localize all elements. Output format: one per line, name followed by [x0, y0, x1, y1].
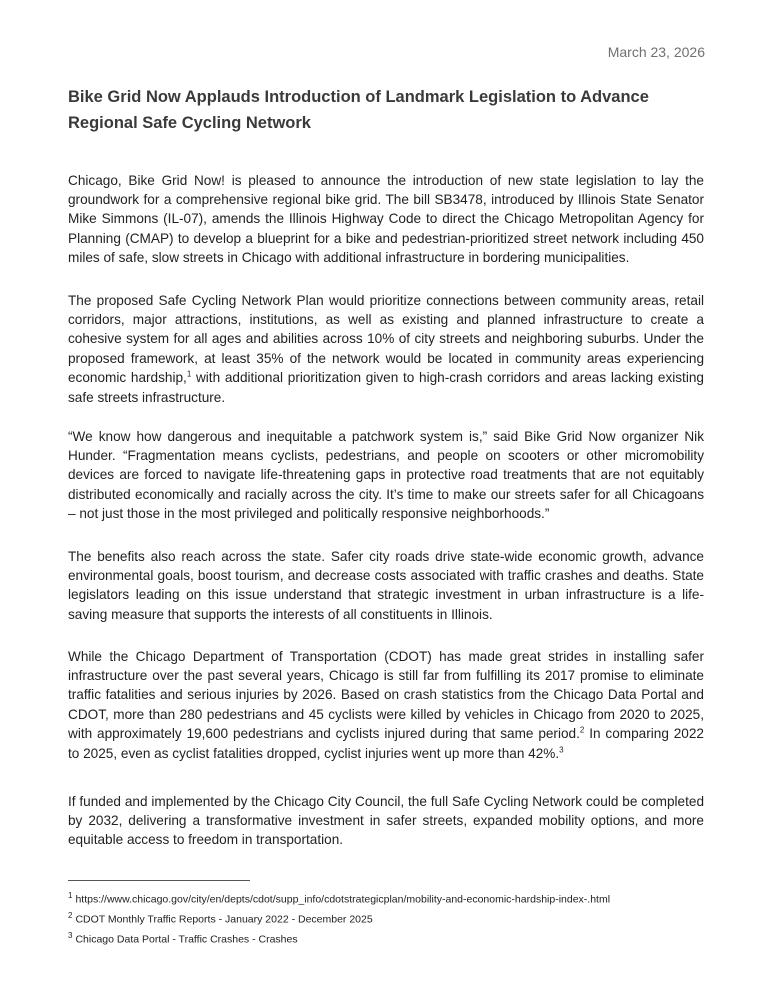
footnote-number: 1	[68, 891, 73, 900]
paragraph-benefits: The benefits also reach across the state. Safer city roads drive state-wide economic growth, advance environmental goals, boost tourism, and decrease costs associated with traffic crashes and deaths. State legislators leading on this issue understand that strategic investment in urban infrastructure is a life-saving measure that supports the interests of all constituents in Illinois.	[68, 548, 704, 622]
footnote-number: 2	[68, 911, 73, 920]
footnote-number: 3	[68, 931, 73, 940]
press-release-date: March 23, 2026	[607, 44, 705, 60]
footnote-reference[interactable]: 3	[559, 745, 564, 755]
footnote-reference[interactable]: 2	[579, 725, 585, 735]
paragraph-statistics	[68, 647, 704, 763]
paragraph-text: with additional prioritization given to high-crash corridors and areas lacking existing safe streets infrastructure.	[68, 370, 704, 405]
paragraph-text: The proposed Safe Cycling Network Plan would prioritize connections between community areas, retail corridors, major attractions, institutions, as well as existing and planned infrastructure to create a cohesive system for all ages and abilities across 10% of city streets and neighboring suburbs. Under the proposed framework, at least 35% of the network would be located in community areas experiencing economic hardship,	[68, 292, 704, 386]
press-release-title: Bike Grid Now Applauds Introduction of Landmark Legislation to Advance Regional Safe Cycling Network	[68, 88, 649, 132]
footnote-text: Chicago Data Portal - Traffic Crashes - Crashes	[75, 933, 298, 946]
footnote-divider	[68, 880, 250, 881]
paragraph-text: While the Chicago Department of Transportation (CDOT) has made great strides in installing safer infrastructure over the past several years, Chicago is still far from fulfilling its 2017 promise to eliminate traffic fatalities and serious injuries by 2026. Based on crash statistics from the Chicago Data Portal and CDOT, more than 280 pedestrians and 45 cyclists were killed by vehicles in Chicago from 2020 to 2025, with approximately 19,600 pedestrians and cyclists injured during that same period.	[68, 648, 704, 742]
footnote-item	[68, 888, 748, 908]
footnote-reference[interactable]: 1	[186, 369, 192, 379]
footnotes-section	[68, 888, 748, 948]
paragraph-conclusion: If funded and implemented by the Chicago City Council, the full Safe Cycling Network could be completed by 2032, delivering a transformative investment in safer streets, expanded mobility options, and more equitable access to freedom in transportation.	[68, 793, 704, 848]
paragraph-text: In comparing 2022 to 2025, even as cyclist fatalities dropped, cyclist injuries went up more than 42%.	[68, 726, 704, 761]
paragraph-network-plan	[68, 291, 704, 407]
paragraph-quote: “We know how dangerous and inequitable a patchwork system is,” said Bike Grid Now organizer Nik Hunder. “Fragmentation means cyclists, pedestrians, and people on scooters or other micromobility devices are forced to navigate life-threatening gaps in protective road treatments that are not equitably distributed economically and racially across the city. It’s time to make our streets safer for all Chicagoans – not just those in the most privileged and politically responsive neighborhoods.”	[68, 428, 704, 522]
footnote-item	[68, 908, 748, 928]
footnote-link[interactable]: https://www.chicago.gov/city/en/depts/cdot/supp_info/cdotstrategicplan/mobility-and-economic-hardship-index-.html	[75, 893, 611, 906]
paragraph-intro: Chicago, Bike Grid Now! is pleased to announce the introduction of new state legislation to lay the groundwork for a comprehensive regional bike grid. The bill SB3478, introduced by Illinois State Senator Mike Simmons (IL-07), amends the Illinois Highway Code to direct the Chicago Metropolitan Agency for Planning (CMAP) to develop a blueprint for a bike and pedestrian-prioritized street network including 450 miles of safe, slow streets in Chicago with additional infrastructure in bordering municipalities.	[68, 172, 704, 266]
footnote-text: CDOT Monthly Traffic Reports - January 2022 - December 2025	[75, 913, 373, 926]
footnote-item	[68, 928, 748, 948]
